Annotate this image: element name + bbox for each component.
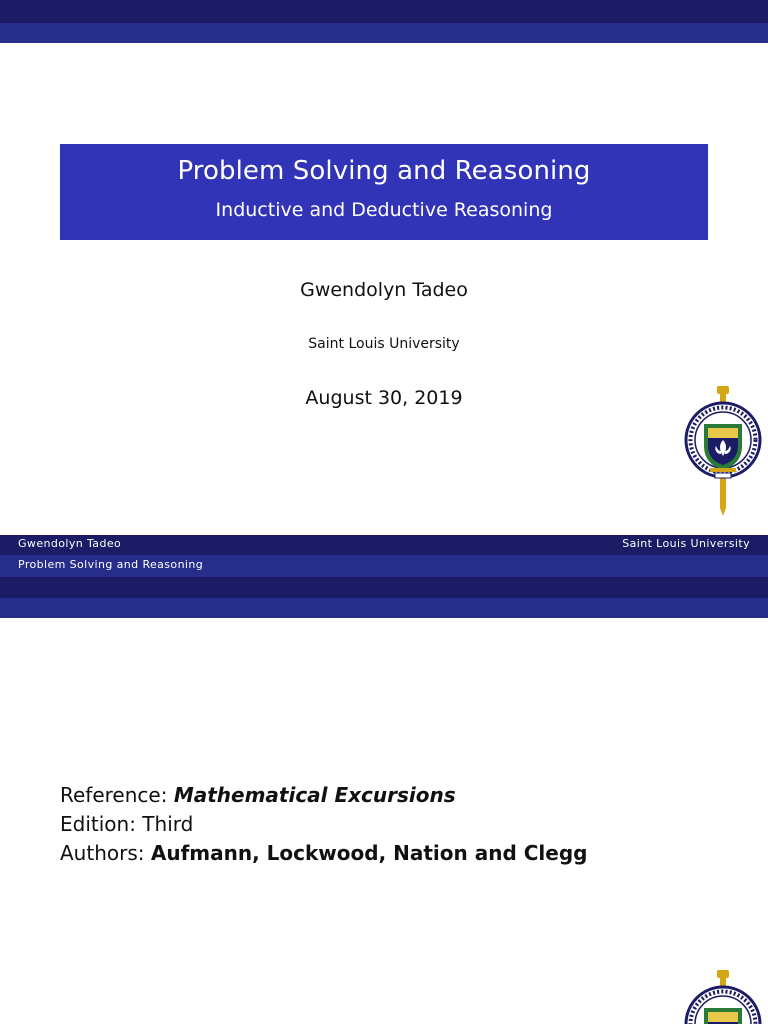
- university-seal-icon: [684, 968, 762, 1024]
- authors-line: [60, 839, 587, 868]
- slide2-header-bar-top: [0, 577, 768, 598]
- author-name: Gwendolyn Tadeo: [300, 279, 468, 301]
- footer-institute: Saint Louis University: [622, 537, 750, 550]
- header-bar-bottom: [0, 23, 768, 43]
- presentation-date: August 30, 2019: [305, 387, 463, 409]
- university-seal-icon: [684, 384, 762, 516]
- edition-line: [60, 810, 587, 839]
- footer-short-title: Problem Solving and Reasoning: [18, 558, 204, 571]
- institute-name: Saint Louis University: [308, 336, 460, 352]
- reference-title: Mathematical Excursions: [173, 783, 456, 807]
- title-box: [60, 144, 708, 240]
- edition-label: Edition:: [60, 812, 136, 836]
- header-bar-top: [0, 0, 768, 23]
- presentation-subtitle: Inductive and Deductive Reasoning: [215, 199, 553, 221]
- reference-label: Reference:: [60, 783, 168, 807]
- presentation-title: Problem Solving and Reasoning: [177, 156, 591, 186]
- reference-slide: [0, 577, 768, 1024]
- reference-block: [60, 781, 587, 868]
- slide2-header-bar-bottom: [0, 598, 768, 618]
- reference-line: [60, 781, 587, 810]
- authors-label: Authors:: [60, 841, 145, 865]
- footer-author: Gwendolyn Tadeo: [18, 537, 122, 550]
- edition-value: Third: [142, 812, 194, 836]
- authors-value: Aufmann, Lockwood, Nation and Clegg: [150, 841, 588, 865]
